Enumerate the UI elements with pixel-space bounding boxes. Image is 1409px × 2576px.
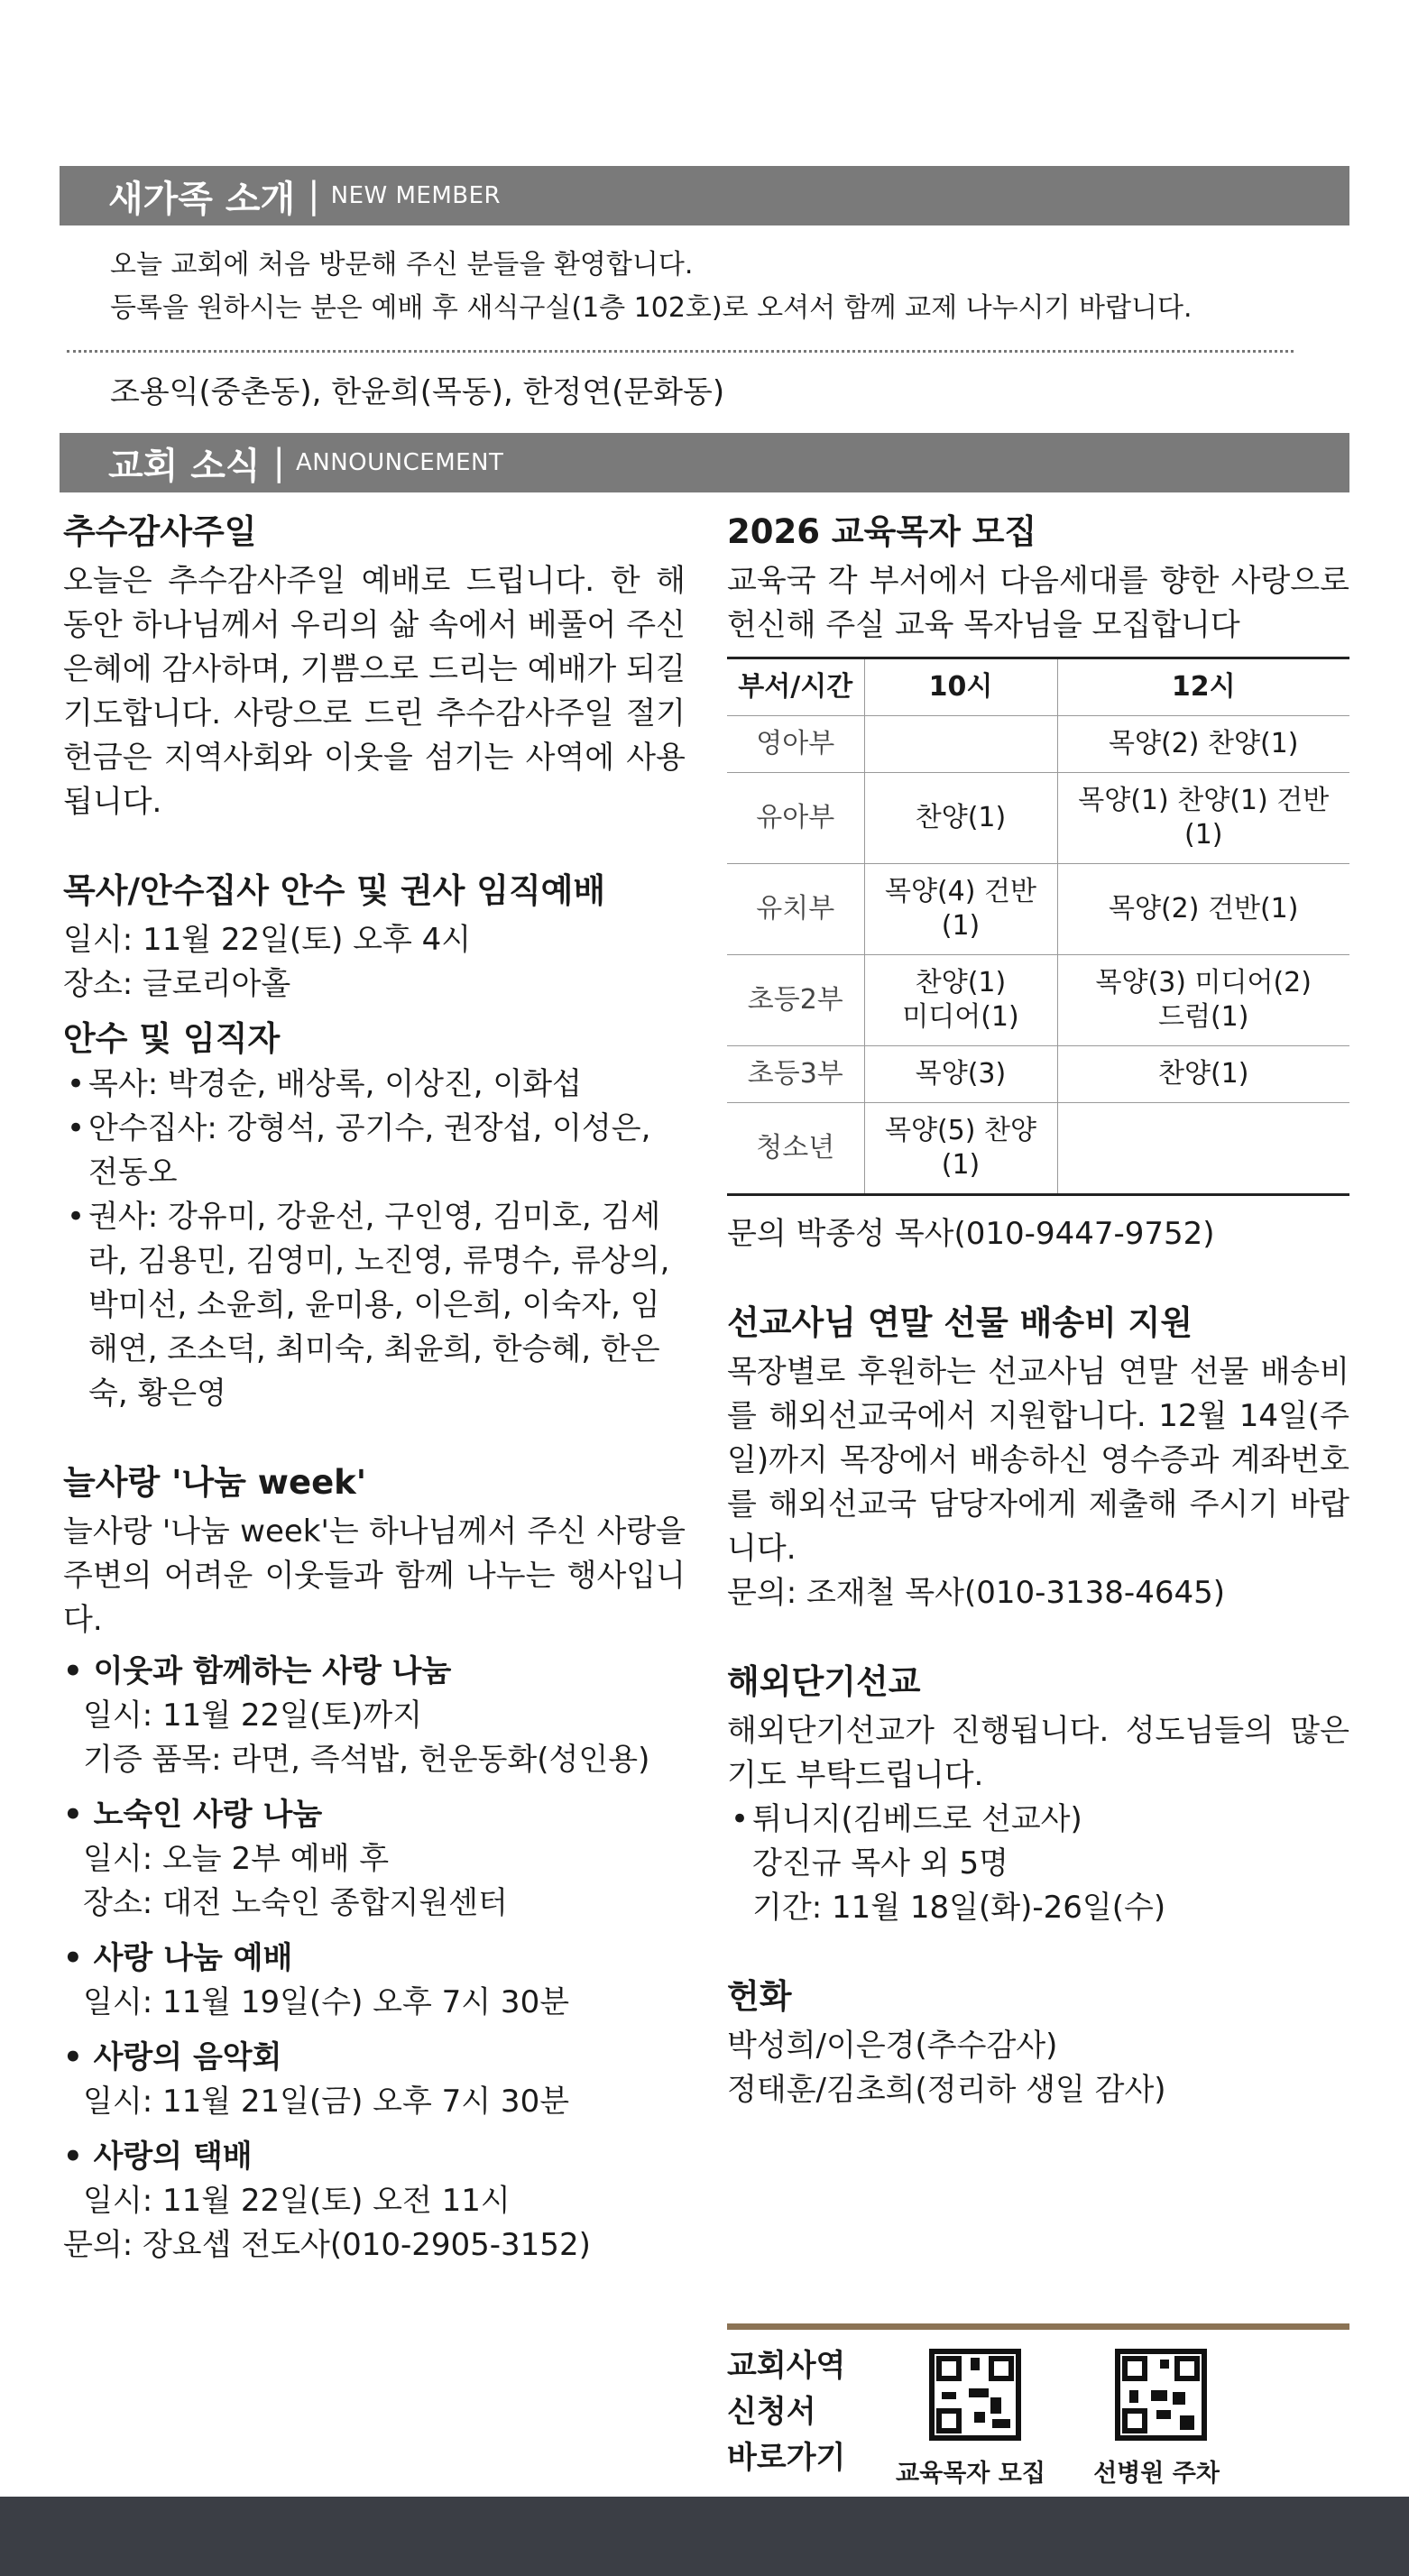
- thanksgiving-body: 오늘은 추수감사주일 예배로 드립니다. 한 해 동안 하나님께서 우리의 삶 속에서 베풀어 주신 은혜에 감사하며, 기쁨으로 드리는 예배가 되길 기도합니다. 사랑으로 드린 추수감사주일 절기 헌금은 지역사회와 이웃을 섬기는 사역에 사용됩니다.: [63, 563, 686, 820]
- table-cell: 유치부: [727, 864, 864, 955]
- new-member-intro: [110, 244, 1193, 330]
- dotted-divider: [67, 350, 1294, 353]
- sharing-item-title: [63, 2036, 686, 2080]
- edu-pastor-body: 교육국 각 부서에서 다음세대를 향한 사랑으로 헌신해 주실 교육 목자님을 모집합니다: [727, 563, 1349, 643]
- edu-pastor-table: [727, 657, 1349, 1196]
- table-cell: 목양(4) 건반(1): [864, 864, 1057, 955]
- table-cell: 목양(3) 미디어(2) 드럼(1): [1057, 955, 1349, 1046]
- table-cell: 찬양(1) 미디어(1): [864, 955, 1057, 1046]
- sharing-item-label: 노숙인 사랑 나눔: [93, 1797, 323, 1833]
- sharing-item-line: 장소: 대전 노숙인 종합지원센터: [83, 1885, 508, 1921]
- sharing-item-line: 기증 품목: 라면, 즉석밥, 헌운동화(성인용): [83, 1742, 650, 1778]
- announcement-title: 교회 소식: [108, 445, 261, 487]
- sharing-item-title: [63, 1650, 686, 1694]
- divider-line: [727, 2323, 1349, 2330]
- announcement-subtitle: ANNOUNCEMENT: [295, 449, 504, 476]
- table-row: [727, 864, 1349, 955]
- offering-line: 정태훈/김초희(정리하 생일 감사): [727, 2072, 1166, 2108]
- table-cell: 목양(2) 찬양(1): [1057, 716, 1349, 773]
- new-member-names: 조용익(중촌동), 한윤희(목동), 한정연(문화동): [110, 374, 725, 410]
- thanksgiving-title: 추수감사주일: [63, 512, 257, 551]
- pastors-list: 목사: 박경순, 배상록, 이상진, 이화섭: [88, 1066, 582, 1102]
- table-cell: 초등2부: [727, 955, 864, 1046]
- right-column: [727, 509, 1349, 2112]
- table-row: [727, 716, 1349, 773]
- short-mission-body: 해외단기선교가 진행됩니다. 성도님들의 많은 기도 부탁드립니다.: [727, 1713, 1349, 1793]
- new-member-subtitle: NEW MEMBER: [330, 182, 502, 209]
- sharing-week-title: 늘사랑 '나눔 week': [63, 1463, 367, 1502]
- table-header-cell: 12시: [1057, 658, 1349, 716]
- ordination-subtitle: 안수 및 임직자: [63, 1019, 281, 1058]
- table-cell: 찬양(1): [864, 773, 1057, 864]
- ordination-place: 장소: 글로리아홀: [63, 966, 291, 1002]
- sharing-item-label: 사랑의 택배: [93, 2139, 253, 2175]
- table-cell: 찬양(1): [1057, 1046, 1349, 1103]
- table-cell: 목양(2) 건반(1): [1057, 864, 1349, 955]
- missionary-gift-title: 선교사님 연말 선물 배송비 지원: [727, 1303, 1193, 1342]
- table-cell: 유아부: [727, 773, 864, 864]
- ordination-title: 목사/안수집사 안수 및 권사 임직예배: [63, 871, 606, 910]
- table-row: [727, 1046, 1349, 1103]
- quick-links-label: [727, 2343, 862, 2481]
- missionary-gift-body: 목장별로 후원하는 선교사님 연말 선물 배송비를 해외선교국에서 지원합니다. 12월 14일(주일)까지 목장에서 배송하신 영수증과 계좌번호를 해외선교국 담당자에게 제출해 주시기 바랍니다.: [727, 1354, 1349, 1567]
- table-cell: [1057, 1103, 1349, 1195]
- bullet: •: [63, 1940, 83, 1976]
- sharing-item-line: 일시: 11월 21일(금) 오후 7시 30분: [83, 2084, 570, 2120]
- mission-line: 기간: 11월 18일(화)-26일(수): [752, 1890, 1166, 1926]
- table-cell: 목양(1) 찬양(1) 건반(1): [1057, 773, 1349, 864]
- bullet: •: [66, 1199, 86, 1235]
- edu-pastor-contact: 문의 박종성 목사(010-9447-9752): [727, 1216, 1215, 1252]
- sharing-week-contact: 문의: 장요셉 전도사(010-2905-3152): [63, 2227, 591, 2263]
- qr-code-icon[interactable]: [929, 2349, 1021, 2441]
- banner-separator: |: [308, 175, 320, 216]
- sharing-item-line: 일시: 11월 19일(수) 오후 7시 30분: [83, 1984, 570, 2020]
- table-body: [727, 716, 1349, 1195]
- new-member-banner: [60, 166, 1349, 225]
- table-cell: 목양(5) 찬양(1): [864, 1103, 1057, 1195]
- sharing-item-title: [63, 2135, 686, 2179]
- sharing-item-line: 일시: 11월 22일(토)까지: [83, 1697, 423, 1734]
- quick-links-line: 바로가기: [727, 2440, 846, 2476]
- qr-label: 교육목자 모집: [896, 2460, 1045, 2488]
- bullet: •: [63, 1653, 83, 1689]
- table-cell: 청소년: [727, 1103, 864, 1195]
- bullet: •: [63, 2039, 83, 2075]
- sharing-item-title: [63, 1793, 686, 1837]
- table-row: [727, 955, 1349, 1046]
- bullet: •: [66, 1066, 86, 1102]
- table-header-cell: 10시: [864, 658, 1057, 716]
- bullet: •: [730, 1801, 750, 1837]
- footer-bar: [0, 2497, 1409, 2576]
- list-item: [63, 1195, 686, 1416]
- sharing-item-line: 일시: 오늘 2부 예배 후: [83, 1841, 390, 1877]
- bullet: •: [66, 1110, 86, 1146]
- list-item: [63, 1107, 686, 1195]
- sharing-item-line: 일시: 11월 22일(토) 오전 11시: [83, 2183, 511, 2219]
- banner-separator: |: [272, 442, 285, 483]
- table-row: [727, 1103, 1349, 1195]
- table-cell: 영아부: [727, 716, 864, 773]
- bullet: •: [63, 1797, 83, 1833]
- short-mission-title: 해외단기선교: [727, 1662, 921, 1701]
- table-cell: 초등3부: [727, 1046, 864, 1103]
- elders-list: 권사: 강유미, 강윤선, 구인영, 김미호, 김세라, 김용민, 김영미, 노진영, 류명수, 류상의, 박미선, 소윤희, 윤미용, 이은희, 이숙자, 임해연, 조소덕, 최미숙, 최윤희, 한승혜, 한은숙, 황은영: [88, 1199, 670, 1412]
- intro-line: 등록을 원하시는 분은 예배 후 새식구실(1층 102호)로 오셔서 함께 교제 나누시기 바랍니다.: [110, 292, 1193, 324]
- sharing-item-label: 사랑의 음악회: [93, 2039, 282, 2075]
- mission-line: 강진규 목사 외 5명: [752, 1845, 1008, 1881]
- sharing-item-label: 이웃과 함께하는 사랑 나눔: [93, 1653, 452, 1689]
- bullet: •: [63, 2139, 83, 2175]
- edu-pastor-title: 2026 교육목자 모집: [727, 512, 1037, 551]
- quick-links-line: 교회사역: [727, 2348, 846, 2384]
- quick-links-line: 신청서: [727, 2394, 816, 2430]
- left-column: [63, 509, 686, 2268]
- offering-title: 헌화: [727, 1977, 792, 2016]
- qr-label: 선병원 주차: [1093, 2460, 1220, 2488]
- table-header-row: [727, 658, 1349, 716]
- table-row: [727, 773, 1349, 864]
- list-item: [727, 1798, 1349, 1842]
- new-member-title: 새가족 소개: [108, 178, 296, 220]
- sharing-week-body: 늘사랑 '나눔 week'는 하나님께서 주신 사랑을 주변의 어려운 이웃들과 함께 나누는 행사입니다.: [63, 1513, 686, 1638]
- offering-line: 박성희/이은경(추수감사): [727, 2028, 1058, 2064]
- table-cell: 목양(3): [864, 1046, 1057, 1103]
- missionary-gift-contact: 문의: 조재철 목사(010-3138-4645): [727, 1575, 1225, 1611]
- ordination-date: 일시: 11월 22일(토) 오후 4시: [63, 922, 472, 958]
- table-header-cell: 부서/시간: [727, 658, 864, 716]
- qr-code-icon[interactable]: [1115, 2349, 1207, 2441]
- list-item: [63, 1063, 686, 1107]
- deacons-list: 안수집사: 강형석, 공기수, 권장섭, 이성은, 전동오: [88, 1110, 651, 1191]
- announcement-banner: [60, 433, 1349, 492]
- table-cell: [864, 716, 1057, 773]
- sharing-item-title: [63, 1937, 686, 1981]
- intro-line: 오늘 교회에 처음 방문해 주신 분들을 환영합니다.: [110, 249, 694, 281]
- mission-destination: 튀니지(김베드로 선교사): [752, 1801, 1082, 1837]
- sharing-item-label: 사랑 나눔 예배: [93, 1940, 293, 1976]
